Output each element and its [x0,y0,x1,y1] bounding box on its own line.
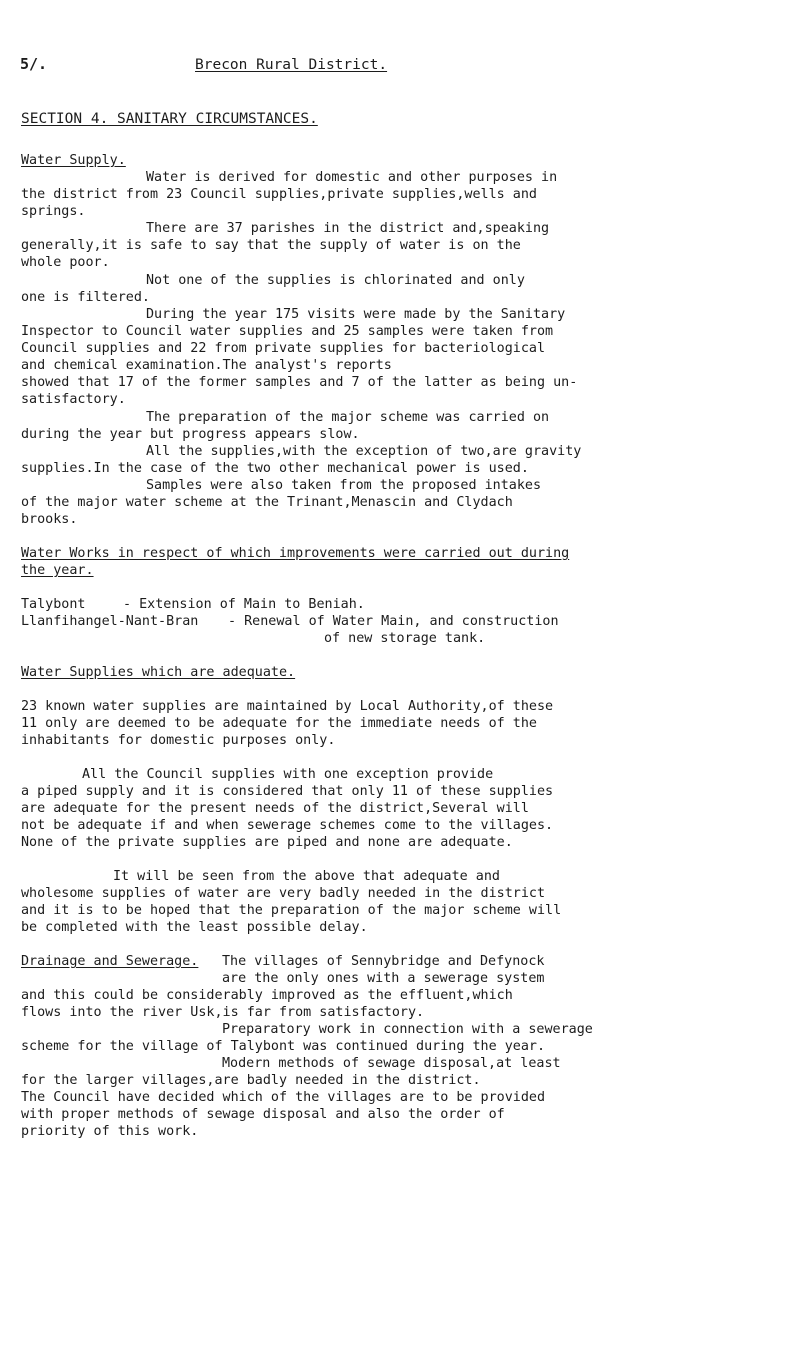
paragraph-line: None of the private supplies are piped and none are adequate. [21,835,513,850]
paragraph-line: Modern methods of sewage disposal,at least [222,1056,561,1071]
paragraph-line: Not one of the supplies is chlorinated and only [146,273,525,288]
page-number: 5/. [20,55,48,73]
paragraph-line: are the only ones with a sewerage system [222,971,545,986]
paragraph-line: during the year but progress appears slow. [21,427,360,442]
works-description: - Extension of Main to Beniah. [123,597,365,612]
paragraph-line: for the larger villages,are badly needed in the district. [21,1073,481,1088]
paragraph-line: generally,it is safe to say that the supply of water is on the [21,238,521,253]
paragraph-line: Council supplies and 22 from private supplies for bacteriological [21,341,546,356]
paragraph-line: are adequate for the present needs of the district,Several will [21,801,529,816]
paragraph-line: scheme for the village of Talybont was continued during the year. [21,1039,546,1054]
paragraph-line: satisfactory. [21,392,126,407]
paragraph-line: a piped supply and it is considered that only 11 of these supplies [21,784,554,799]
paragraph-line: Preparatory work in connection with a sewerage [222,1022,593,1037]
works-description-cont: of new storage tank. [324,631,486,646]
section-heading: SECTION 4. SANITARY CIRCUMSTANCES. [21,111,318,127]
works-description: - Renewal of Water Main, and construction [228,614,559,629]
paragraph-line: 23 known water supplies are maintained by Local Authority,of these [21,699,554,714]
paragraph-line: and it is to be hoped that the preparation of the major scheme will [21,903,562,918]
paragraph-line: the district from 23 Council supplies,private supplies,wells and [21,187,537,202]
paragraph-line: During the year 175 visits were made by the Sanitary [146,307,566,322]
paragraph-line: not be adequate if and when sewerage schemes come to the villages. [21,818,554,833]
paragraph-line: inhabitants for domestic purposes only. [21,733,336,748]
paragraph-line: All the supplies,with the exception of two,are gravity [146,444,582,459]
paragraph-line: Inspector to Council water supplies and 25 samples were taken from [21,324,554,339]
paragraph-line: priority of this work. [21,1124,199,1139]
paragraph-line: springs. [21,204,86,219]
paragraph-line: Water is derived for domestic and other purposes in [146,170,558,185]
paragraph-line: of the major water scheme at the Trinant,Menascin and Clydach [21,495,513,510]
paragraph-line: and chemical examination.The analyst's reports [21,358,392,373]
paragraph-line: one is filtered. [21,290,150,305]
paragraph-line: and this could be considerably improved as the effluent,which [21,988,513,1003]
paragraph-line: be completed with the least possible delay. [21,920,368,935]
paragraph-line: whole poor. [21,255,110,270]
works-place: Talybont [21,597,86,612]
paragraph-line: supplies.In the case of the two other mechanical power is used. [21,461,529,476]
paragraph-line: flows into the river Usk,is far from satisfactory. [21,1005,425,1020]
paragraph-line: showed that 17 of the former samples and 7 of the latter as being un- [21,375,578,390]
paragraph-line: There are 37 parishes in the district and,speaking [146,221,550,236]
district-title: Brecon Rural District. [195,57,388,73]
drainage-heading: Drainage and Sewerage. [21,954,199,969]
water-works-heading-cont: the year. [21,563,94,578]
paragraph-line: All the Council supplies with one exception provide [82,767,494,782]
paragraph-line: wholesome supplies of water are very badly needed in the district [21,886,546,901]
paragraph-line: 11 only are deemed to be adequate for the immediate needs of the [21,716,537,731]
paragraph-line: Samples were also taken from the proposed intakes [146,478,542,493]
paragraph-line: brooks. [21,512,78,527]
adequate-heading: Water Supplies which are adequate. [21,665,296,680]
paragraph-line: The preparation of the major scheme was carried on [146,410,550,425]
water-supply-heading: Water Supply. [21,153,126,168]
works-place: Llanfihangel-Nant-Bran [21,614,199,629]
paragraph-line: with proper methods of sewage disposal and also the order of [21,1107,505,1122]
paragraph-line: The villages of Sennybridge and Defynock [222,954,545,969]
paragraph-line: The Council have decided which of the villages are to be provided [21,1090,546,1105]
paragraph-line: It will be seen from the above that adequate and [113,869,500,884]
water-works-heading: Water Works in respect of which improvements were carried out during [21,546,570,561]
